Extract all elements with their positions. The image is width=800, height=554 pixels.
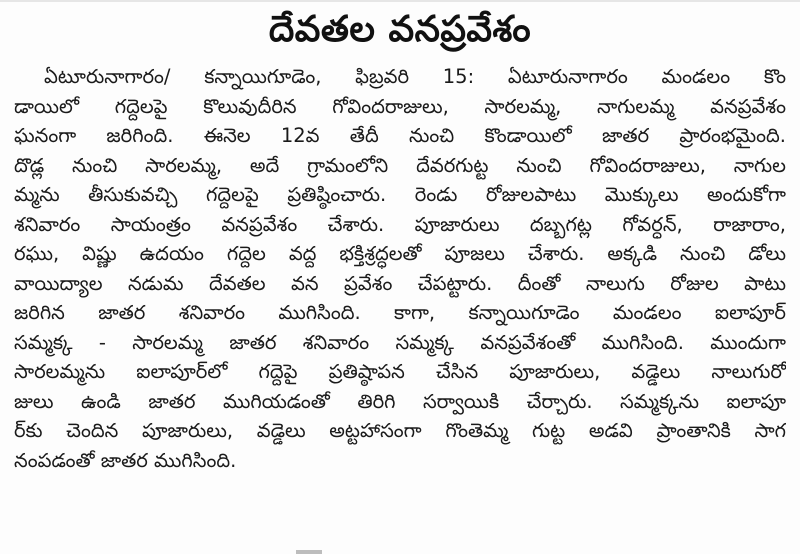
article-body [14, 62, 786, 475]
article-line: డాయిలో గద్దెలపై కొలువుదీరిన గోవిందరాజులు, సారలమ్మ, నాగులమ్మ వనప్రవేశం [14, 94, 786, 118]
article-line: సారలమ్మను ఐలాపూర్‌లో గద్దెపై ప్రతిష్ఠాపన చేసిన పూజారులు, వడ్డెలు నాలుగురో [14, 360, 786, 383]
article-line: ఘనంగా జరిగింది. ఈనెల 12వ తేదీ నుంచి కొండాయిలో జాతర ప్రారంభమైంది. [14, 124, 786, 147]
article-line: మ్మను తీసుకువచ్చి గద్దెలపై ప్రతిష్ఠించారు. రెండు రోజులపాటు మొక్కులు అందుకోగా [14, 183, 786, 206]
article-line: సమ్మక్క - సారలమ్మ జాతర శనివారం సమ్మక్క వనప్రవేశంతో ముగిసింది. ముందుగా [14, 330, 786, 354]
top-divider [0, 0, 800, 2]
article-line: దొడ్ల నుంచి సారలమ్మ, అదే గ్రామంలోని దేవరగుట్ట నుంచి గోవిందరాజులు, నాగుల [14, 153, 786, 177]
article-line: వాయిద్యాల నడుమ దేవతల వన ప్రవేశం చేపట్టారు. దీంతో నాలుగు రోజుల పాటు [14, 271, 786, 295]
article-line: రఘు, విష్ణు ఉదయం గద్దెల వద్ద భక్తిశ్రద్ధలతో పూజలు చేశారు. అక్కడి నుంచి డోలు [14, 242, 786, 265]
article-line: ఏటూరునాగారం/ కన్నాయిగూడెం, ఫిబ్రవరి 15: ఏటూరునాగారం మండలం కొం [44, 65, 786, 88]
article-line: ర్‌కు చెందిన పూజారులు, వడ్డెలు అట్టహాసంగా గొంతెమ్మ గుట్ట అడవి ప్రాంతానికి సాగ [14, 419, 786, 442]
article-line: జరిగిన జాతర శనివారం ముగిసింది. కాగా, కన్నాయిగూడెం మండలం ఐలాపూర్ [14, 301, 786, 324]
article-line: నంపడంతో జాతర ముగిసింది. [14, 448, 237, 472]
article-line: శనివారం సాయంత్రం వనప్రవేశం చేశారు. పూజారులు దబ్బగట్ల గోవర్ధన్, రాజారాం, [14, 212, 786, 236]
article-line: జులు ఉండి జాతర ముగియడంతో తిరిగి సర్వాయికి చేర్చారు. సమ్మక్కను ఐలాపూ [14, 389, 786, 413]
page-edge-mark [296, 550, 322, 554]
article-headline: దేవతల వనప్రవేశం [268, 9, 532, 50]
